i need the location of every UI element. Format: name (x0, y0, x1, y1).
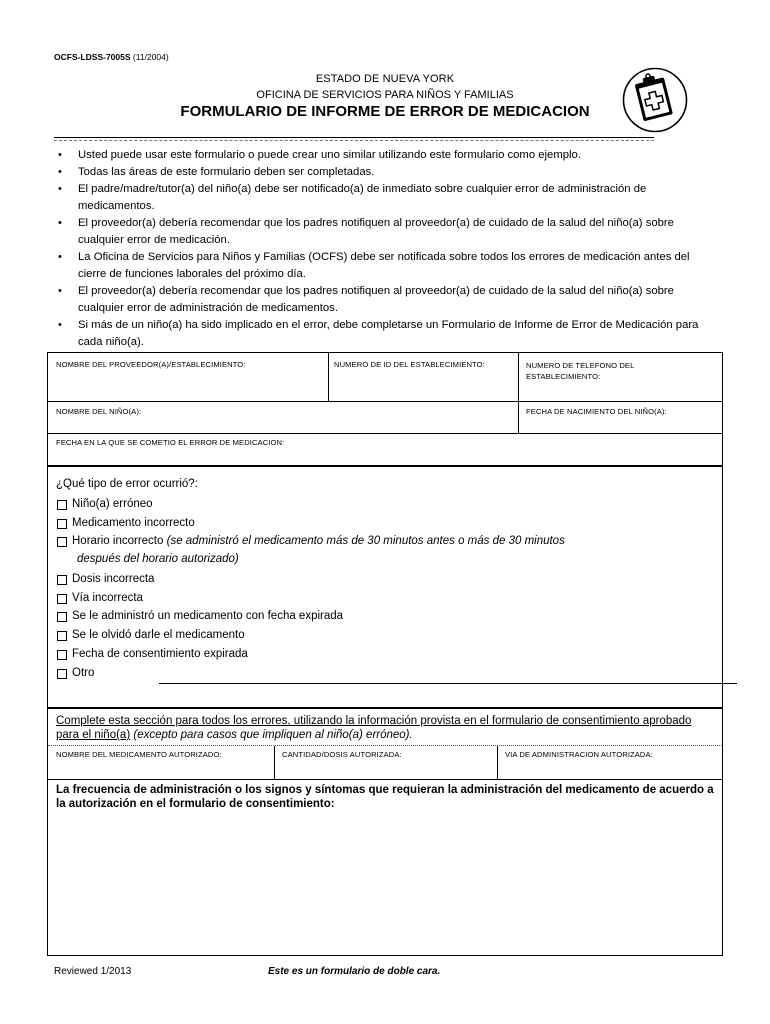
option-wrong-time[interactable] (57, 535, 565, 547)
option-label: Se le administró un medicamento con fecha expirada (72, 610, 344, 622)
checkbox[interactable] (57, 631, 67, 641)
header-rule-dashed (54, 140, 654, 141)
clipboard-medical-cross-icon (622, 67, 688, 133)
header-state-text: ESTADO DE NUEVA YORK (315, 73, 455, 85)
reviewed-date: Reviewed 1/2013 (54, 966, 132, 977)
medication-name-field[interactable]: NOMBRE DEL MEDICAMENTO AUTORIZADO: (56, 750, 222, 759)
instruction-item: • El padre/madre/tutor(a) del niño(a) debe ser notificado(a) de inmediato sobre cualquier error de administración de medicamentos. (50, 181, 720, 214)
column-divider (274, 746, 275, 779)
error-type-section (47, 466, 723, 708)
instruction-item: • Si más de un niño(a) ha sido implicado en el error, debe completarse un Formulario de Informe de Error de Medicación para cada niño(a). (50, 317, 720, 350)
section3-instruction-underlined: Complete esta sección para todos los errores, utilizando la información provista en el formulario de consentimiento aprobado para el niño(a) (56, 715, 692, 741)
checkbox[interactable] (57, 500, 67, 510)
option-wrong-time-note (77, 553, 239, 565)
option-expired-consent[interactable] (57, 648, 248, 660)
identification-section (47, 352, 723, 466)
instructions-list (50, 147, 720, 351)
dose-field[interactable]: CANTIDAD/DOSIS AUTORIZADA: (282, 750, 402, 759)
facility-phone-field[interactable]: NUMERO DE TELEFONO DEL ESTABLECIMIENTO: (526, 361, 635, 381)
checkbox[interactable] (57, 519, 67, 529)
row-divider (48, 401, 722, 402)
checkbox[interactable] (57, 650, 67, 660)
option-note: después del horario autorizado) (77, 553, 239, 565)
checkbox[interactable] (57, 575, 67, 585)
facility-id-field[interactable]: NUMERO DE ID DEL ESTABLECIMIENTO: (334, 360, 485, 369)
child-name-field[interactable]: NOMBRE DEL NIÑO(A): (56, 407, 142, 416)
option-label: Se le olvidó darle el medicamento (72, 629, 245, 641)
checkbox[interactable] (57, 612, 67, 622)
double-sided-note: Este es un formulario de doble cara. (268, 966, 441, 977)
page-title-text: FORMULARIO DE INFORME DE ERROR DE MEDICACION (180, 103, 590, 120)
form-code (54, 52, 169, 62)
route-field[interactable]: VIA DE ADMINISTRACION AUTORIZADA: (505, 750, 653, 759)
option-label: Niño(a) erróneo (72, 498, 153, 510)
instruction-item: • El proveedor(a) debería recomendar que los padres notifiquen al proveedor(a) de cuidado de la salud del niño(a) sobre cualquier error de medicación. (50, 215, 720, 248)
option-label: Fecha de consentimiento expirada (72, 648, 248, 660)
option-label: Horario incorrecto (72, 535, 164, 547)
column-divider (328, 353, 329, 401)
header-office-text: OFICINA DE SERVICIOS PARA NIÑOS Y FAMILIAS (256, 89, 514, 101)
checkbox[interactable] (57, 537, 67, 547)
option-label: Vía incorrecta (72, 592, 143, 604)
checkbox[interactable] (57, 594, 67, 604)
authorized-medication-section (47, 708, 723, 956)
instruction-item: • Usted puede usar este formulario o puede crear uno similar utilizando este formulario como ejemplo. (50, 147, 720, 164)
instruction-item: • El proveedor(a) debería recomendar que los padres notifiquen al proveedor(a) de cuidado de la salud del niño(a) sobre cualquier error de administración de medicamentos. (50, 283, 720, 316)
error-date-field[interactable]: FECHA EN LA QUE SE COMETIO EL ERROR DE MEDICACION: (56, 438, 285, 447)
column-divider (518, 353, 519, 433)
option-wrong-dose[interactable] (57, 573, 154, 585)
child-dob-field[interactable]: FECHA DE NACIMIENTO DEL NIÑO(A): (526, 407, 667, 416)
row-divider (48, 779, 722, 780)
option-note: (se administró el medicamento más de 30 minutos antes o más de 30 minutos (166, 535, 565, 547)
option-wrong-route[interactable] (57, 592, 143, 604)
option-wrong-medication[interactable] (57, 517, 195, 529)
option-wrong-child[interactable] (57, 498, 153, 510)
checkbox[interactable] (57, 669, 67, 679)
section3-instruction-italic: (excepto para casos que impliquen al niño(a) erróneo). (133, 729, 413, 741)
other-input-line[interactable] (159, 683, 737, 684)
frequency-field[interactable]: La frecuencia de administración o los signos y síntomas que requieran la administración del medicamento de acuerdo a la autorización en el formulario de consentimiento: (56, 784, 714, 810)
header-rule (54, 137, 654, 138)
option-other[interactable] (57, 667, 94, 679)
option-expired-medication[interactable] (57, 610, 343, 622)
row-divider (48, 433, 722, 434)
option-label: Otro (72, 667, 95, 679)
form-code-date: (11/2004) (132, 52, 169, 62)
option-forgot-medication[interactable] (57, 629, 245, 641)
option-label: Dosis incorrecta (72, 573, 155, 585)
error-type-question: ¿Qué tipo de error ocurrió?: (56, 478, 198, 490)
provider-name-field[interactable]: NOMBRE DEL PROVEEDOR(A)/ESTABLECIMIENTO: (56, 360, 246, 369)
form-code-number: OCFS-LDSS-7005S (54, 52, 131, 62)
section3-instruction (56, 714, 716, 742)
instruction-item: • La Oficina de Servicios para Niños y Familias (OCFS) debe ser notificada sobre todos los errores de medicación antes del cierre de funciones laborales del próximo día. (50, 249, 720, 282)
option-label: Medicamento incorrecto (72, 517, 195, 529)
instruction-item: • Todas las áreas de este formulario deben ser completadas. (50, 164, 720, 181)
row-divider (48, 745, 722, 746)
column-divider (497, 746, 498, 779)
